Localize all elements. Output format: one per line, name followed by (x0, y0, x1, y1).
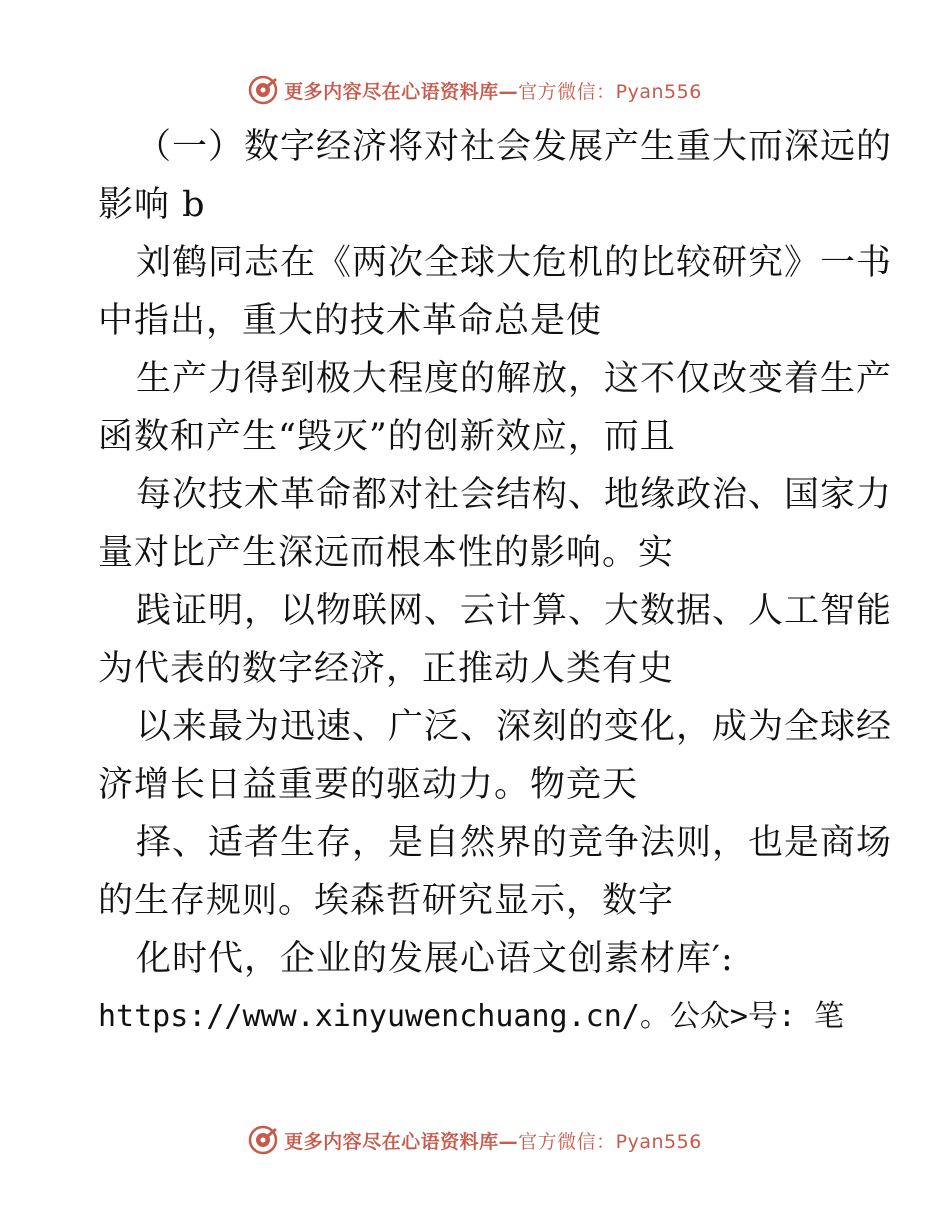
text-line: （一）数字经济将对社会发展产生重大而深远的 (136, 127, 893, 167)
brand-logo-icon (248, 1125, 278, 1155)
text-line: 生产力得到极大程度的解放，这不仅改变着生产 (136, 359, 893, 399)
footer-wechat-label: 官方微信：Pyan556 (518, 1130, 702, 1153)
text-line: 为代表的数字经济，正推动人类有史 (98, 649, 675, 689)
text-line: 影响 b (98, 185, 206, 225)
header-wechat-label: 官方微信：Pyan556 (518, 80, 702, 103)
footer-banner (0, 1120, 950, 1160)
header-banner (0, 70, 950, 110)
url-line: https://www.xinyuwenchuang.cn/。公众>号: 笔 (98, 999, 845, 1034)
document-body (98, 118, 893, 1046)
header-banner-label: 更多内容尽在心语资料库— (284, 80, 519, 103)
text-line: 刘鹤同志在《两次全球大危机的比较研究》一书 (136, 243, 893, 283)
text-line: 济增长日益重要的驱动力。物竞天 (98, 765, 639, 805)
text-line: 以来最为迅速、广泛、深刻的变化，成为全球经 (136, 707, 893, 747)
text-line: 函数和产生“毁灭”的创新效应，而且 (98, 417, 676, 457)
header-banner-text (284, 77, 702, 104)
footer-banner-label: 更多内容尽在心语资料库— (284, 1130, 519, 1153)
text-line: 中指出，重大的技术革命总是使 (98, 301, 603, 341)
text-line: 择、适者生存，是自然界的竞争法则，也是商场 (136, 823, 893, 863)
footer-banner-text (284, 1127, 702, 1154)
text-line: 践证明，以物联网、云计算、大数据、人工智能 (136, 591, 893, 631)
text-line: 每次技术革命都对社会结构、地缘政治、国家力 (136, 475, 893, 515)
text-line: 量对比产生深远而根本性的影响。实 (98, 533, 675, 573)
brand-logo-icon (248, 75, 278, 105)
text-line: 化时代，企业的发展心语文创素材库′: (136, 939, 734, 979)
text-line: 的生存规则。埃森哲研究显示，数字 (98, 881, 675, 921)
